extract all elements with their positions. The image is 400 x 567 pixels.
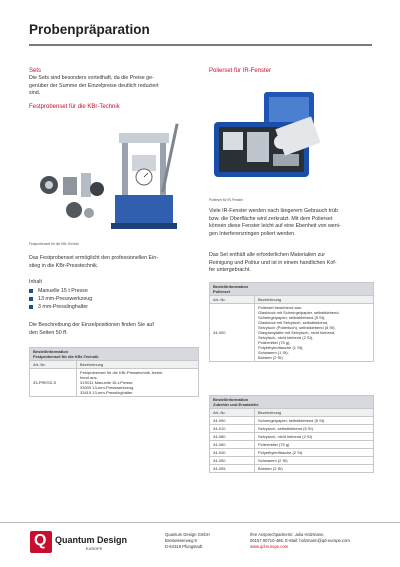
accessories-order-table <box>209 395 374 473</box>
desc-line: Selvytuch, nicht klebend (2 St), <box>258 335 314 340</box>
desc-line: 33410 13-mm-Presslinghalter <box>80 390 133 395</box>
table-row <box>210 417 374 425</box>
table-row <box>210 304 374 362</box>
art-number: 34-040 <box>210 449 255 457</box>
desc-line: Selvytuch (Poliertuch), selbstklebend (5 St), <box>258 325 336 330</box>
description: Selvytuch, nicht klebend (2 St) <box>255 433 374 441</box>
contents-list <box>29 287 92 311</box>
address-line: Quantum Design GmbH <box>165 532 210 537</box>
para-line: bzw. die Oberfläche wird zerkratzt. Mit dem Polierset <box>209 215 333 222</box>
sets-line: sind. <box>29 90 41 96</box>
list-item <box>29 295 92 303</box>
desc-line: Die Beschreibung der Einzelpositionen finden Sie auf <box>29 322 154 328</box>
para-line: fer untergebracht. <box>209 267 251 274</box>
table-row <box>210 457 374 465</box>
description: Schmirgelpapier, selbstklebend (5 St) <box>255 417 374 425</box>
bullet-square-icon <box>29 297 33 301</box>
table-head-line: Zubehör und Ersatzteile <box>213 402 259 407</box>
sets-line: genüber der Summe der Einzelpreise deutlich reduziert <box>29 82 159 89</box>
description: Polyethylenflasche (2 St) <box>255 449 374 457</box>
kbr-caption: Festprobenset für die KBr-Technik <box>29 242 79 246</box>
table-row <box>210 425 374 433</box>
desc-line: hend aus: <box>80 375 98 380</box>
art-number: 34-095 <box>210 465 255 473</box>
list-item <box>29 287 92 295</box>
table-row <box>210 433 374 441</box>
title-rule <box>29 44 372 46</box>
bullet-square-icon <box>29 289 33 293</box>
sets-heading: Sets <box>29 68 42 74</box>
polishing-kit-image <box>209 82 321 182</box>
ir-heading: Polierset für IR-Fenster <box>209 68 272 74</box>
contact-line: Ihre Ansprechpartnerin: Julia Holzmann, <box>250 532 325 537</box>
description: Schwamm (2 St) <box>255 457 374 465</box>
table-head-line: Bestellinformation <box>213 397 249 402</box>
address-line: Breitwieserweg 9 <box>165 538 197 543</box>
table-head-line: Bestellinformation <box>213 284 249 289</box>
top-bar <box>0 0 400 8</box>
desc-line: Schwamm (1 St), <box>258 350 289 355</box>
table-head <box>210 283 374 296</box>
ir-contents <box>209 252 379 275</box>
desc-line: Polierset bestehend aus: <box>258 305 303 310</box>
table-row <box>30 369 199 397</box>
para-line: können diese Fenster leicht auf eine Ebenheit von weni- <box>209 223 341 230</box>
logo-letter: Q <box>34 532 47 549</box>
sets-line: Die Sets sind besonders vorteilhaft, da die Preise ge- <box>29 75 154 81</box>
description: Bürsten (2 St) <box>255 465 374 473</box>
kbr-intro <box>29 255 204 270</box>
art-number: 34-090 <box>210 417 255 425</box>
description: Selvytuch, selbstklebend (5 St) <box>255 425 374 433</box>
press-illustration <box>29 115 199 240</box>
table-head-line: Festprobenset für die KBr-Technik <box>33 354 99 359</box>
polierset-order-table <box>209 282 374 362</box>
contents-label: Inhalt <box>29 279 42 285</box>
desc-line: Glasblock mit Selvytuch, selbstklebend, <box>258 320 329 325</box>
bullet-text: 13 mm-Presswerkzeug <box>38 296 93 302</box>
art-number: 34-000 <box>210 304 255 362</box>
art-number: 34-010 <box>210 425 255 433</box>
address-line: D-64319 Pfungstadt <box>165 544 203 549</box>
para-line: Reinigung und Politur und ist in einem handlichen Kof- <box>209 259 337 266</box>
para-line: gen Interferenzringen poliert werden. <box>209 230 296 237</box>
bullet-text: Manuelle 15 t Presse <box>38 288 88 294</box>
table-head <box>30 348 199 361</box>
footer-rule <box>0 522 400 523</box>
desc-line: Glasblock mit Schmirgelpapier, selbstklebend, <box>258 310 340 315</box>
description-note <box>29 322 204 337</box>
col-desc: Bezeichnung <box>77 361 199 369</box>
col-art: Art.-Nr. <box>210 409 255 417</box>
desc-line: Schmirgelpapier, selbstklebend (5 St), <box>258 315 326 320</box>
table-row <box>210 465 374 473</box>
desc-line: 33000 13-mm-Presswerkzeug <box>80 385 134 390</box>
description <box>255 304 374 362</box>
table-row <box>210 441 374 449</box>
page-title: Probenpräparation <box>29 22 150 37</box>
col-desc: Bezeichnung <box>255 409 374 417</box>
kbr-order-table <box>29 347 199 397</box>
para-line: Das Set enthält alle erforderlichen Materialien zur <box>209 252 326 258</box>
art-number: 34-080 <box>210 433 255 441</box>
logo-subtext: EUROPE <box>86 547 103 551</box>
logo-text: Quantum Design <box>55 535 128 545</box>
website-link[interactable]: www.qd-europe.com <box>250 544 289 549</box>
art-number: 33-PRESS-S <box>30 369 77 397</box>
ir-intro <box>209 208 379 238</box>
desc-line: 31S011 Manuelle 15-t-Presse <box>80 380 133 385</box>
desc-line: Poliermittel (75 g), <box>258 340 291 345</box>
intro-line: Das Festprobenset ermöglicht den professionellen Ein- <box>29 255 158 261</box>
description <box>77 369 199 397</box>
table-row <box>210 449 374 457</box>
table-head-line: Bestellinformation <box>33 349 69 354</box>
col-art: Art.-Nr. <box>210 296 255 304</box>
table-head-line: Polierset <box>213 289 230 294</box>
desc-line: Glasplanplatte mit Selvytuch, nicht klebend, <box>258 330 336 335</box>
list-item <box>29 303 92 311</box>
kbr-heading: Festprobenset für die KBr-Technik <box>29 104 120 110</box>
art-number: 34-060 <box>210 441 255 449</box>
contact-line: 06157 80710-486, E-Mail: holzmann@qd-europe.com <box>250 538 350 543</box>
table-head <box>210 396 374 409</box>
para-line: Viele IR-Fenster werden nach längerem Gebrauch trüb <box>209 208 338 214</box>
col-desc: Bezeichnung <box>255 296 374 304</box>
sets-text <box>29 75 199 98</box>
desc-line: Bürsten (2 St) <box>258 355 283 360</box>
kit-illustration <box>209 82 321 182</box>
desc-line: Polyethylenflasche (1 St), <box>258 345 304 350</box>
intro-line: stieg in die KBr-Presstechnik. <box>29 262 99 269</box>
col-art: Art.-Nr. <box>30 361 77 369</box>
desc-line: Festprobenset für die KBr-Presstechnik, beste- <box>80 370 164 375</box>
desc-line: den Seiten 50 ff. <box>29 329 68 336</box>
description: Poliermittel (75 g) <box>255 441 374 449</box>
company-address <box>165 532 210 550</box>
bullet-square-icon <box>29 305 33 309</box>
kbr-press-image <box>29 115 199 240</box>
ir-caption: Polierset für IR-Fenster <box>209 198 244 202</box>
bullet-text: 3 mm-Presslinghalter <box>38 304 89 310</box>
contact-info <box>250 532 350 550</box>
art-number: 34-050 <box>210 457 255 465</box>
